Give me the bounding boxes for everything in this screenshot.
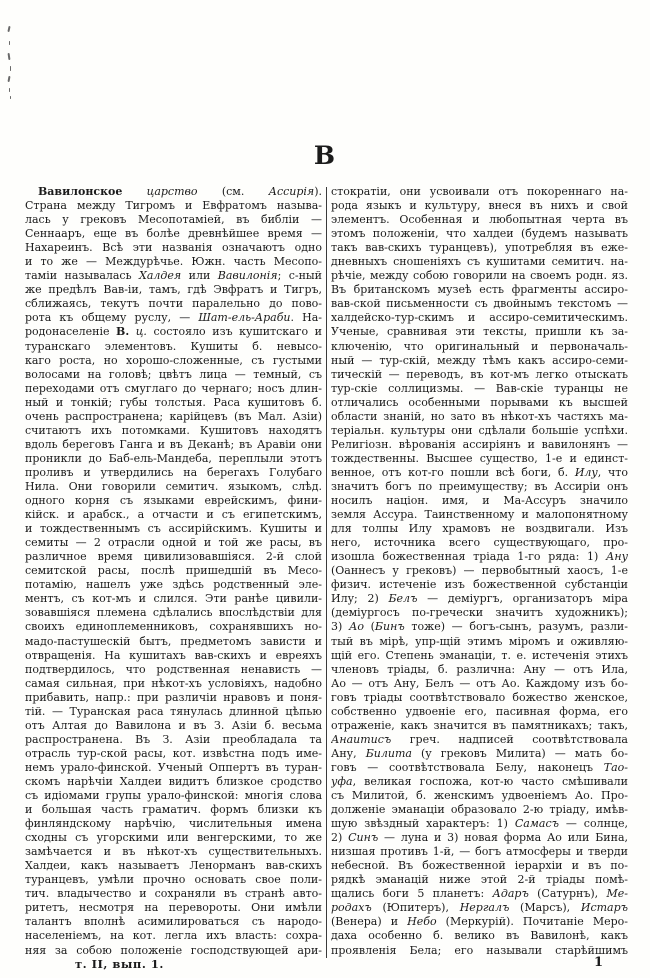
text-line: рота къ общему руслу, — Шат-ель-Араби. На- xyxy=(25,311,322,325)
text-line: 2) Синъ — луна и 3) новая форма Ао или Бина, xyxy=(331,831,628,845)
scan-artifact xyxy=(10,66,11,71)
text-line: тич. владычество и сохраняли въ странѣ авто- xyxy=(25,887,322,901)
scan-artifact xyxy=(9,41,10,45)
text-line: ный — тур-скій, между тѣмъ какъ ассиро-семи- xyxy=(331,353,628,367)
text-line: вдоль береговъ Ганга и въ Деканѣ; въ Аравіи они xyxy=(25,437,322,451)
text-line: Страна между Тигромъ и Евфратомъ называ- xyxy=(25,199,322,213)
text-line: членовъ тріады, б. различна: Ану — отъ Ила, xyxy=(331,662,628,676)
text-line: вав-ской письменности съ двойнымъ текстомъ — xyxy=(331,297,628,311)
text-line: дневныхъ сношеніяхъ съ кушитами семитич. на- xyxy=(331,255,628,269)
scan-artifact xyxy=(9,88,10,92)
text-line: шую звѣздный характеръ: 1) Самасъ — солнце, xyxy=(331,817,628,831)
text-line: же предѣлъ Вав-іи, тамъ, гдѣ Эвфратъ и Тигръ, xyxy=(25,283,322,297)
text-line: (Оаннесъ у грековъ) — первобытный хаосъ, 1-е xyxy=(331,564,628,578)
text-line: самая сильная, при нѣкот-хъ условіяхъ, надобно xyxy=(25,676,322,690)
text-line: 3) Ао (Бинъ тоже) — богъ-сынъ, разумъ, разли- xyxy=(331,620,628,634)
text-line: туранскаго элементовъ. Кушиты б. невысо- xyxy=(25,339,322,353)
text-line: распространена. Въ З. Азіи преобладала та xyxy=(25,732,322,746)
text-line: Религіозн. вѣрованія ассиріянъ и вавилонянъ — xyxy=(331,437,628,451)
text-line: считаютъ ихъ потомками. Кушитовъ находятъ xyxy=(25,423,322,437)
section-letter-heading: В xyxy=(313,141,337,170)
text-line: физич. истеченіе изъ божественной субстанціи xyxy=(331,578,628,592)
text-line: изошла божественная тріада 1-го ряда: 1) Ану xyxy=(331,550,628,564)
text-line: этомъ положеніи, что халдеи (будемъ называть xyxy=(331,227,628,241)
text-line: и большая часть граматич. формъ близки къ xyxy=(25,803,322,817)
page-footer xyxy=(25,955,628,973)
text-line: семитской расы, послѣ пришедшій въ Месо- xyxy=(25,564,322,578)
text-line: отрасль тур-ской расы, кот. извѣстна подъ име- xyxy=(25,746,322,760)
text-line: сходны съ угорскими или венгерскими, то же xyxy=(25,831,322,845)
text-line: населеніемъ, на кот. легла ихъ власть: сохра- xyxy=(25,929,322,943)
text-line: стократіи, они усвоивали отъ покореннаго на- xyxy=(331,185,628,198)
text-line: кійск. и арабск., а отчасти и съ египетскимъ, xyxy=(25,508,322,522)
text-line: теріальн. культуры они сдѣлали большіе успѣхи. xyxy=(331,423,628,437)
text-line: Нила. Они говорили семитич. языкомъ, слѣд. xyxy=(25,479,322,493)
text-line: ментъ, съ кот-мъ и слился. Эти ранѣе цивили- xyxy=(25,592,322,606)
text-line: для толпы Илу храмовъ не воздвигали. Изъ xyxy=(331,522,628,536)
text-line: тическій — переводъ, въ кот-мъ легко отыскать xyxy=(331,367,628,381)
text-line: значитъ богъ по преимуществу; въ Ассиріи онъ xyxy=(331,479,628,493)
text-line: проявленія Бела; его называли старѣйшимъ xyxy=(331,943,628,957)
text-line: няя за собою положеніе господствующей ари- xyxy=(25,943,322,957)
text-line: немъ урало-финской. Ученый Оппертъ въ туран- xyxy=(25,760,322,774)
text-line: Халдеи, какъ называетъ Ленорманъ вав-скихъ xyxy=(25,859,322,873)
text-line: прибавить, напр.: при различіи нравовъ и поня- xyxy=(25,690,322,704)
text-line: ритетъ, несмотря на перевороты. Они имѣли xyxy=(25,901,322,915)
text-line: Илу; 2) Белъ — деміургъ, организаторъ міра xyxy=(331,592,628,606)
text-line: рѣчіе, между собою говорили на своемъ родн. яз. xyxy=(331,269,628,283)
text-line: низшая противъ 1-й, — богъ атмосферы и тверди xyxy=(331,845,628,859)
text-line: лась у грековъ Месопотаміей, въ библіи — xyxy=(25,213,322,227)
text-line: проникли до Баб-ель-Мандеба, переплыли этотъ xyxy=(25,451,322,465)
text-line: сближаясь, текутъ почти паралельно до пово- xyxy=(25,297,322,311)
text-line: проливъ и утвердились на берегахъ Голубаго xyxy=(25,465,322,479)
text-line: щались боги 5 планетъ: Адаръ (Сатурнъ), Ме- xyxy=(331,887,628,901)
text-line: говъ тріады соотвѣтствовало божество женское, xyxy=(331,690,628,704)
text-line: ный и тонкій; губы толстыя. Раса кушитовъ б. xyxy=(25,395,322,409)
text-line: ключенію, что оригинальный и первоначаль- xyxy=(331,339,628,353)
text-line: отвращенія. На кушитахъ вав-скихъ и евреяхъ xyxy=(25,648,322,662)
text-line: земля Ассура. Таинственному и малопонятному xyxy=(331,508,628,522)
text-line: носилъ націон. имя, и Ма-Ассуръ значило xyxy=(331,494,628,508)
text-line: щій его. Степень эманаціи, т. е. истеченія этихъ xyxy=(331,648,628,662)
text-line: зовавшіяся племена сдѣлались впослѣдствіи для xyxy=(25,606,322,620)
text-line: даха особенно б. велико въ Вавилонѣ, какъ xyxy=(331,929,628,943)
text-line: небесной. Въ божественной іерархіи и въ по- xyxy=(331,859,628,873)
text-line: Вавилонское царство (см. Ассирія). xyxy=(38,185,322,198)
text-block xyxy=(25,185,628,958)
text-line: одного корня съ языками еврейскимъ, фини- xyxy=(25,494,322,508)
text-line: семиты — 2 отрасли одной и той же расы, въ xyxy=(25,536,322,550)
text-line: рядкѣ эманацій ниже этой 2-й тріады помѣ- xyxy=(331,873,628,887)
text-line: элементъ. Особенная и любопытная черта въ xyxy=(331,213,628,227)
page-number: 1 xyxy=(593,955,603,970)
text-line: потамію, нашелъ уже здѣсь родственный эле- xyxy=(25,578,322,592)
scan-artifact xyxy=(8,53,11,60)
text-line: родахъ (Юпитеръ), Нергалъ (Марсъ), Истаръ xyxy=(331,901,628,915)
text-line: туранцевъ, умѣли прочно основать свое поли- xyxy=(25,873,322,887)
text-line: халдейско-тур-скимъ и ассиро-семитическимъ. xyxy=(331,311,628,325)
text-line: Ао — отъ Ану, Белъ — отъ Ао. Каждому изъ бо- xyxy=(331,676,628,690)
text-line: Ану, Билита (у грековъ Милита) — мать бо- xyxy=(331,746,628,760)
left-column xyxy=(25,185,322,958)
text-line: венное, отъ кот-го пошли всѣ боги, б. Илу, что xyxy=(331,465,628,479)
text-line: него, источника всего существующаго, про- xyxy=(331,536,628,550)
text-line: родонаселеніе В. ц. состояло изъ кушитскаго и xyxy=(25,325,322,339)
text-line: скомъ нарѣчіи Халдеи видитъ близкое сродство xyxy=(25,774,322,788)
text-line: Въ британскомъ музеѣ есть фрагменты ассиро- xyxy=(331,283,628,297)
scan-artifact xyxy=(7,26,10,32)
text-line: волосами на головѣ; цвѣтъ лица — темный, съ xyxy=(25,367,322,381)
text-line: долженіе эманаціи образовало 2-ю тріаду, имѣв- xyxy=(331,803,628,817)
text-line: переходами отъ смуглаго до чернаго; носъ длин- xyxy=(25,381,322,395)
scan-artifact xyxy=(10,96,11,99)
text-line: отличались особенными порывами къ высшей xyxy=(331,395,628,409)
text-line: таміи называлась Халдея или Вавилонія; с-ный xyxy=(25,269,322,283)
text-line: тур-скіе соллицизмы. — Вав-скіе туранцы не xyxy=(331,381,628,395)
text-line: уфа, великая госпожа, кот-ю часто смѣшивали xyxy=(331,774,628,788)
text-line: области знаній, но зато въ нѣкот-хъ частяхъ ма- xyxy=(331,409,628,423)
text-line: тій. — Туранская раса тянулась длинной цѣпью xyxy=(25,704,322,718)
text-line: замѣчается и въ нѣкот-хъ существительныхъ. xyxy=(25,845,322,859)
text-line: очень распространена; карійцевъ (въ Мал. Азіи) xyxy=(25,409,322,423)
text-line: каго роста, но хорошо-сложенные, съ густыми xyxy=(25,353,322,367)
text-line: мадо-пастушескій бытъ, предметомъ зависти и xyxy=(25,634,322,648)
column-divider-rule xyxy=(326,187,327,958)
text-line: собственно удвоеніе его, пасивная форма, его xyxy=(331,704,628,718)
text-line: Анаитисъ греч. надписей соотвѣтствовала xyxy=(331,732,628,746)
text-line: съ Милитой, б. женскимъ удвоеніемъ Ао. Про- xyxy=(331,789,628,803)
text-line: тождественны. Высшее существо, 1-е и единст- xyxy=(331,451,628,465)
text-line: Сеннааръ, еще въ болѣе древнѣйшее время — xyxy=(25,227,322,241)
text-line: и тождественнымъ съ ассирійскимъ. Кушиты и xyxy=(25,522,322,536)
text-line: такъ вав-скихъ туранцевъ), употребляя въ еже- xyxy=(331,241,628,255)
text-line: рода языкъ и культуру, внеся въ нихъ и свой xyxy=(331,199,628,213)
text-line: съ идіомами групы урало-финской: многія слова xyxy=(25,789,322,803)
text-line: отъ Алтая до Вавилона и въ З. Азіи б. весьма xyxy=(25,718,322,732)
text-line: (Венера) и Небо (Меркурій). Почитаніе Меро- xyxy=(331,915,628,929)
text-line: и то же — Междурѣчье. Южн. часть Месопо- xyxy=(25,255,322,269)
footer-volume-label: т. II, вып. 1. xyxy=(75,957,164,971)
text-line: Ученые, сравнивая эти тексты, пришли къ за- xyxy=(331,325,628,339)
text-line: талантъ вполнѣ асимилироваться съ народо- xyxy=(25,915,322,929)
scan-artifact xyxy=(7,76,10,82)
text-line: говъ — соотвѣтствовала Белу, наконецъ Тао- xyxy=(331,760,628,774)
text-line: своихъ единоплеменниковъ, сохранявшихъ но- xyxy=(25,620,322,634)
right-column xyxy=(331,185,628,958)
text-line: подтвердилось, что родственная ненависть — xyxy=(25,662,322,676)
text-line: (деміургосъ по-гречески значитъ художникъ); xyxy=(331,606,628,620)
text-line: финляндскому нарѣчію, числительныя имена xyxy=(25,817,322,831)
text-line: Нахареинъ. Всѣ эти названія означаютъ одно xyxy=(25,241,322,255)
text-line: отраженіе, какъ значится въ памятникахъ; такъ, xyxy=(331,718,628,732)
text-line: тый въ мірѣ, упр-щій этимъ міромъ и оживляю- xyxy=(331,634,628,648)
text-line: различное время цивилизовавшіяся. 2-й слой xyxy=(25,550,322,564)
